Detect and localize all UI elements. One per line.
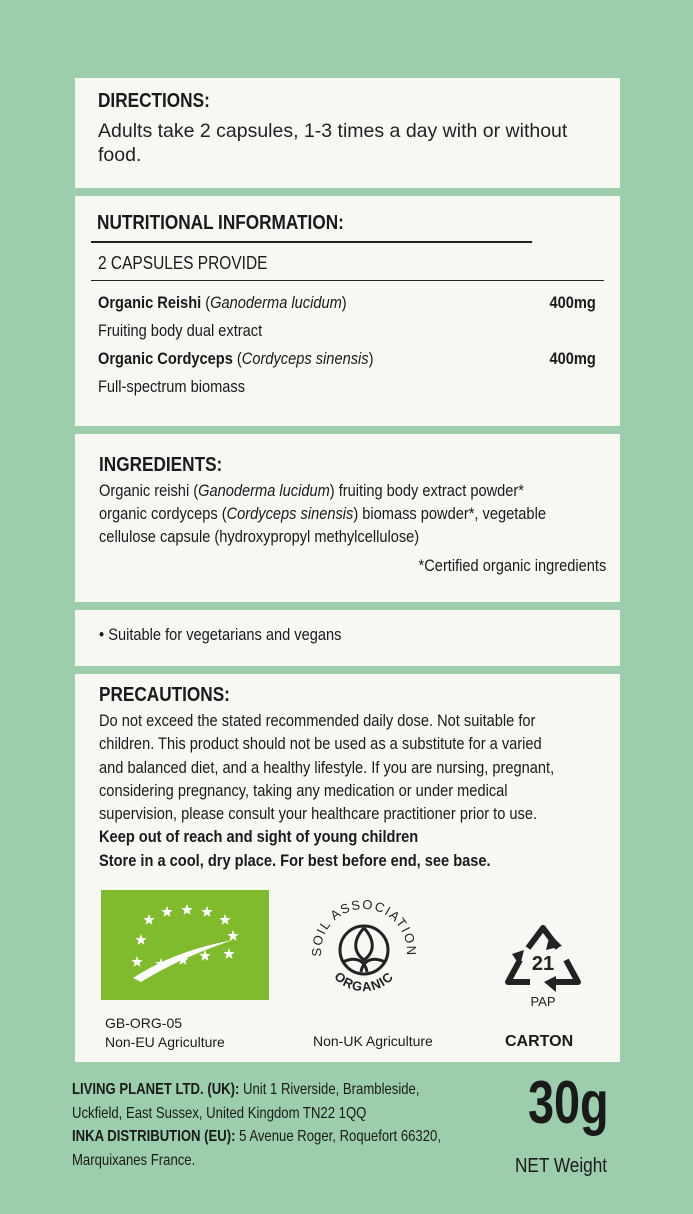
recycle-icon [498, 920, 588, 1010]
eu-star-icon [201, 906, 212, 917]
storage-note: Store in a cool, dry place. For best before end, see base. [99, 850, 491, 870]
nutrient-amount: 400mg [549, 349, 596, 368]
nutrient-note-reishi: Fruiting body dual extract [98, 321, 263, 340]
ingredients-panel [75, 434, 620, 602]
nutrient-row-cordyceps: Organic Cordyceps (Cordyceps sinensis) 400mg [91, 345, 604, 373]
suitable-text: Suitable for vegetarians and vegans [108, 625, 342, 644]
precautions-panel [75, 674, 620, 1062]
eu-star-icon [219, 914, 230, 925]
svg-text:SOIL ASSOCIATION: SOIL ASSOCIATION [308, 896, 420, 957]
nutrient-note-cordyceps: Full-spectrum biomass [98, 377, 246, 396]
recycle-number: 21 [531, 953, 555, 975]
eu-star-icon [181, 904, 192, 915]
carton-label: CARTON [505, 1033, 574, 1050]
svg-text:ORGANIC: ORGANIC [331, 968, 397, 995]
eu-code-text: GB-ORG-05 Non-EU Agriculture [105, 1015, 225, 1050]
certification-logos [75, 890, 620, 1060]
eu-organic-logo [101, 890, 269, 1000]
net-weight-amount: 30g [528, 1069, 609, 1136]
organic-note: *Certified organic ingredients [418, 556, 606, 575]
directions-heading: DIRECTIONS: [98, 90, 210, 112]
eu-star-icon [131, 956, 142, 967]
precautions-heading: PRECAUTIONS: [99, 684, 230, 706]
eu-star-icon [161, 906, 172, 917]
directions-text: Adults take 2 capsules, 1-3 times a day with or without food. [98, 120, 568, 166]
nutrient-row-reishi: Organic Reishi (Ganoderma lucidum) 400mg [91, 289, 604, 317]
soil-association-logo [303, 890, 423, 1008]
company-address: LIVING PLANET LTD. (UK): Unit 1 Riverside, Brambleside, Uckfield, East Sussex, United Kingdom TN22 1QQ INKA DISTRIBUTION (EU): 5 Avenue Roger, Roquefort 66320, Marquixanes France. [72, 1081, 441, 1169]
nutrition-heading: NUTRITIONAL INFORMATION: [91, 212, 532, 243]
nutrition-panel [75, 196, 620, 426]
precautions-text: Do not exceed the stated recommended daily dose. Not suitable for children. This product should not be used as a substitute for a varied and balanced diet, and a healthy lifestyle. If you are nursing, pregnant, considering pregnancy, taking any medication or under medical supervision, please consult your healthcare practitioner prior to use. Keep out of reach and sight of young children Store in a cool, dry place. For best before end, see base. [99, 709, 606, 872]
eu-leaf-icon [101, 890, 269, 1000]
soil-label: Non-UK Agriculture [313, 1033, 433, 1049]
eu-star-icon [143, 914, 154, 925]
ingredients-heading: INGREDIENTS: [99, 454, 223, 476]
nutrient-amount: 400mg [549, 293, 596, 312]
nutrition-subheading: 2 CAPSULES PROVIDE [91, 243, 604, 281]
suitable-panel: • Suitable for vegetarians and vegans [75, 610, 620, 666]
recycle-code: PAP [530, 994, 556, 1009]
net-weight-label: NET Weight [515, 1155, 608, 1177]
eu-star-icon [223, 948, 234, 959]
eu-star-icon [227, 930, 238, 941]
directions-panel [75, 78, 620, 188]
ingredients-text: Organic reishi (Ganoderma lucidum) fruiting body extract powder* organic cordyceps (Cordyceps sinensis) biomass powder*, vegetable cellulose capsule (hydroxypropyl methylcellulose) [99, 481, 546, 546]
keep-out-of-reach: Keep out of reach and sight of young children [99, 827, 419, 847]
eu-star-icon [135, 934, 146, 945]
